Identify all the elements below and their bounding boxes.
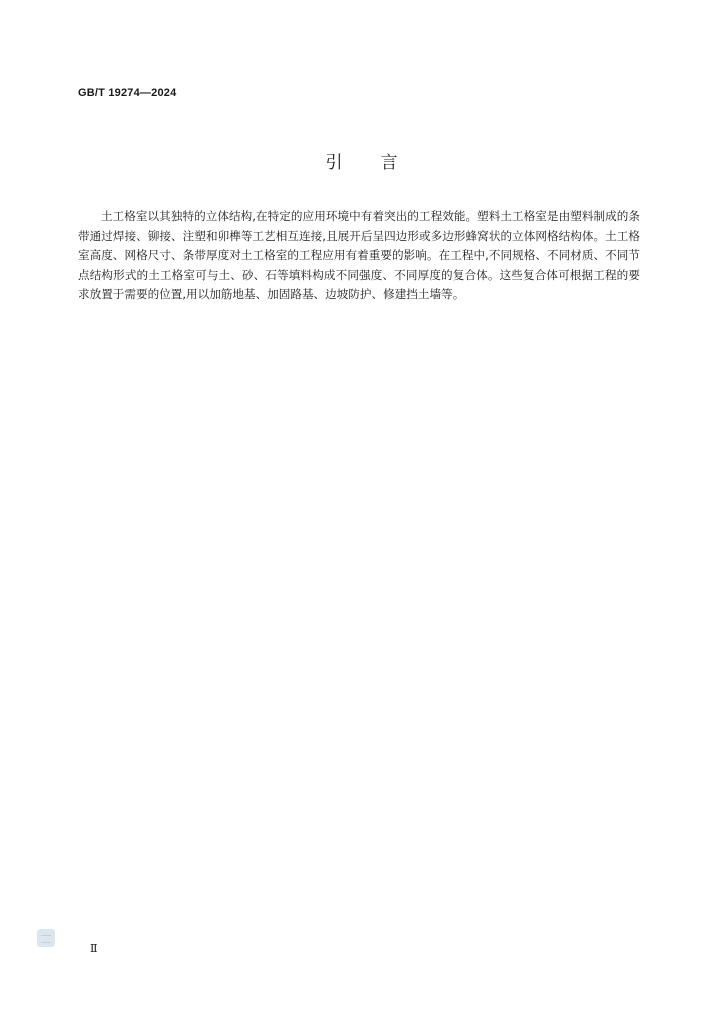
standard-code: GB/T 19274—2024 bbox=[78, 87, 177, 99]
publisher-watermark-icon bbox=[37, 929, 55, 947]
introduction-paragraph: 土工格室以其独特的立体结构,在特定的应用环境中有着突出的工程效能。塑料土工格室是由塑料制成的条带通过焊接、铆接、注塑和卯榫等工艺相互连接,且展开后呈四边形或多边形蜂窝状的立体网格结构体。土工格室高度、网格尺寸、条带厚度对土工格室的工程应用有着重要的影响。在工程中,不同规格、不同材质、不同节点结构形式的土工格室可与土、砂、石等填料构成不同强度、不同厚度的复合体。这些复合体可根据工程的要求放置于需要的位置,用以加筋地基、加固路基、边坡防护、修建挡土墙等。 bbox=[78, 209, 640, 302]
section-title: 引言 bbox=[325, 153, 436, 173]
page-number: Ⅱ bbox=[90, 943, 98, 955]
watermark-lines-icon bbox=[41, 935, 51, 943]
